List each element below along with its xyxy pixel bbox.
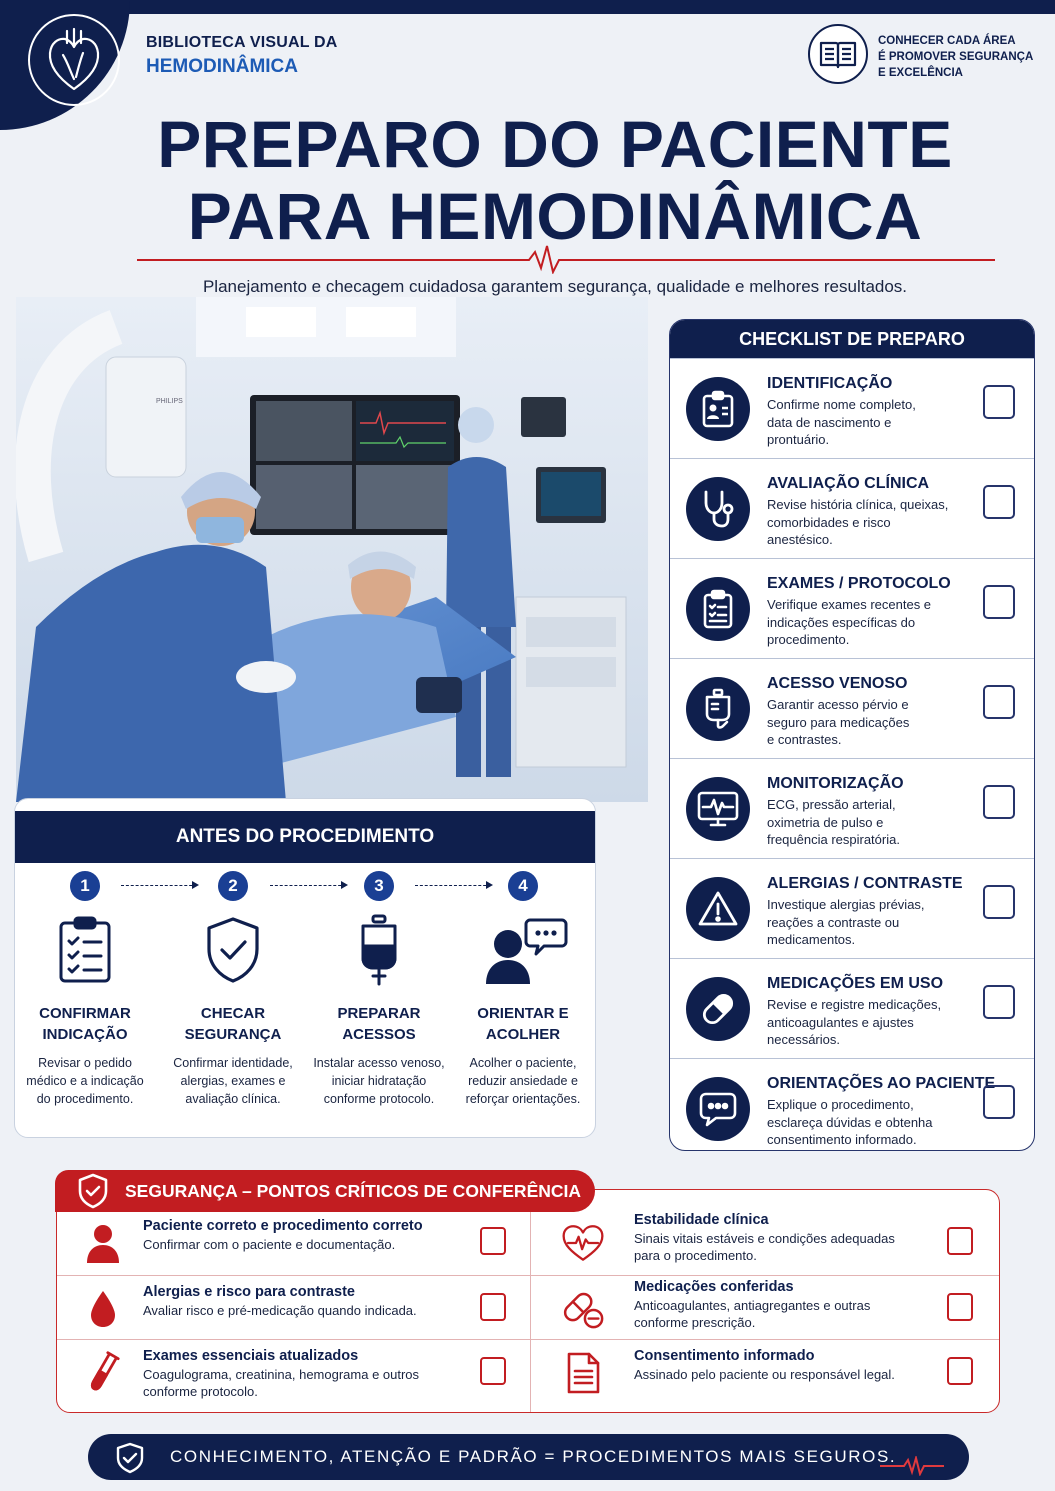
- checklist-checkbox[interactable]: [983, 885, 1015, 919]
- checklist-checkbox[interactable]: [983, 385, 1015, 419]
- checklist-item-title: IDENTIFICAÇÃO: [767, 375, 893, 392]
- safety-item-title: Medicações conferidas: [634, 1279, 794, 1295]
- checklist-item: [670, 658, 1034, 758]
- safety-item-desc: Sinais vitais estáveis e condições adequadas: [634, 1231, 895, 1246]
- document-icon: [561, 1350, 605, 1396]
- step-desc: do procedimento.: [36, 1092, 134, 1106]
- checklist-item-desc: indicações específicas do: [767, 614, 916, 630]
- checklist-item-desc: prontuário.: [767, 432, 830, 447]
- brand-line-2: HEMODINÂMICA: [146, 56, 298, 77]
- step-title: SEGURANÇA: [184, 1026, 282, 1043]
- checklist-item-desc: Revise e registre medicações,: [767, 997, 942, 1012]
- safety-item-desc: para o procedimento.: [634, 1248, 757, 1263]
- iv-bag-icon: [309, 909, 449, 991]
- title-line-2: PARA HEMODINÂMICA: [187, 179, 923, 253]
- tagline-line: É PROMOVER SEGURANÇA: [878, 51, 1034, 63]
- subtitle: Planejamento e checagem cuidadosa garantem segurança, qualidade e melhores resultados.: [202, 277, 908, 296]
- checklist-item-desc: anticoagulantes e ajustes: [767, 1014, 914, 1030]
- checklist-item-title: ORIENTAÇÕES AO PACIENTE: [767, 1075, 996, 1092]
- step-desc: avaliação clínica.: [185, 1092, 281, 1106]
- chat-bubble-icon: [686, 1077, 750, 1141]
- step-desc: Acolher o paciente,: [469, 1056, 577, 1070]
- step-title: ORIENTAR E: [477, 1005, 569, 1022]
- checklist-item-desc: necessários.: [767, 1032, 840, 1047]
- safety-checkbox[interactable]: [947, 1357, 973, 1385]
- checklist-item-desc: Verifique exames recentes e: [767, 597, 932, 612]
- checklist-item-desc: esclareça dúvidas e obtenha: [767, 1114, 933, 1130]
- step-number: 2: [218, 871, 248, 901]
- safety-panel: [56, 1189, 1000, 1413]
- footer-banner: [88, 1434, 969, 1480]
- safety-title-tab: [55, 1170, 595, 1212]
- step-desc: médico e a indicação: [26, 1074, 144, 1088]
- safety-item-title: Exames essenciais atualizados: [143, 1348, 359, 1364]
- checklist-checkbox[interactable]: [983, 785, 1015, 819]
- safety-item-desc: Assinado pelo paciente ou responsável legal.: [634, 1367, 895, 1382]
- step-title: CHECAR: [200, 1005, 266, 1022]
- step-desc: reduzir ansiedade e: [468, 1074, 578, 1088]
- checklist-item: [670, 458, 1034, 558]
- shield-check-icon: [116, 1442, 144, 1491]
- safety-item-title: Estabilidade clínica: [634, 1212, 769, 1228]
- safety-item-desc: Confirmar com o paciente e documentação.: [143, 1237, 396, 1252]
- step-1: [15, 871, 155, 1108]
- clipboard-checklist-icon: [15, 909, 155, 991]
- safety-checkbox[interactable]: [480, 1227, 506, 1255]
- checklist-item-title: AVALIAÇÃO CLÍNICA: [767, 475, 930, 492]
- title-line-1: PREPARO DO PACIENTE: [157, 107, 953, 181]
- checklist-item: [670, 758, 1034, 858]
- heart-monitor-icon: [686, 777, 750, 841]
- checklist-item-desc: data de nascimento e: [767, 414, 892, 430]
- step-desc: Confirmar identidade,: [173, 1056, 293, 1070]
- checklist-item-desc: Confirme nome completo,: [767, 397, 916, 412]
- step-4: [453, 871, 593, 1108]
- pill-capsule-icon: [686, 977, 750, 1041]
- safety-item-title: Consentimento informado: [634, 1348, 815, 1364]
- warning-triangle-icon: [686, 877, 750, 941]
- checklist-item-title: MONITORIZAÇÃO: [767, 775, 904, 792]
- checklist-item-desc: Investique alergias prévias,: [767, 897, 925, 912]
- checklist-item-desc: Explique o procedimento,: [767, 1097, 914, 1112]
- step-title: ACESSOS: [342, 1026, 416, 1043]
- step-number: 4: [508, 871, 538, 901]
- checklist-item: [670, 558, 1034, 658]
- checklist-item-desc: reações a contraste ou: [767, 914, 900, 930]
- checklist-item-desc: seguro para medicações: [767, 714, 910, 730]
- safety-item-title: Alergias e risco para contraste: [143, 1284, 355, 1300]
- checklist-item-desc: oximetria de pulso e: [767, 814, 884, 830]
- shield-check-icon: [163, 909, 303, 991]
- safety-item: [57, 1210, 530, 1276]
- safety-item-desc: conforme prescrição.: [634, 1315, 756, 1330]
- checklist-item-desc: Revise história clínica, queixas,: [767, 497, 949, 512]
- safety-checkbox[interactable]: [947, 1227, 973, 1255]
- safety-item-desc: Coagulograma, creatinina, hemograma e outros: [143, 1367, 420, 1382]
- checklist-item-desc: Garantir acesso pérvio e: [767, 697, 909, 712]
- heart-pulse-icon: [561, 1220, 605, 1266]
- checklist-item-desc: procedimento.: [767, 632, 850, 647]
- checklist-item: [670, 958, 1034, 1058]
- safety-item-title: Paciente correto e procedimento correto: [143, 1218, 423, 1234]
- step-desc: iniciar hidratação: [331, 1074, 427, 1088]
- checklist-panel: [669, 319, 1035, 1151]
- procedure-room-photo: [16, 297, 648, 802]
- clipboard-list-icon: [686, 577, 750, 641]
- id-badge-icon: [686, 377, 750, 441]
- shield-check-icon: [77, 1173, 109, 1224]
- blood-drop-icon: [81, 1286, 125, 1332]
- checklist-item-desc: ECG, pressão arterial,: [767, 797, 896, 812]
- checklist-item: [670, 858, 1034, 958]
- before-procedure-title: ANTES DO PROCEDIMENTO: [15, 811, 595, 863]
- step-desc: Instalar acesso venoso,: [313, 1056, 445, 1070]
- step-3: [309, 871, 449, 1108]
- checklist-item-desc: consentimento informado.: [767, 1132, 917, 1147]
- person-speech-icon: [453, 909, 593, 991]
- top-bar: [0, 0, 1055, 14]
- stethoscope-icon: [686, 477, 750, 541]
- person-icon: [81, 1220, 125, 1266]
- safety-item-desc: Avaliar risco e pré-medicação quando indicada.: [143, 1303, 417, 1318]
- checklist-item-title: ACESSO VENOSO: [767, 675, 908, 692]
- step-number: 1: [70, 871, 100, 901]
- step-title: INDICAÇÃO: [42, 1026, 128, 1043]
- step-desc: reforçar orientações.: [465, 1092, 581, 1106]
- checklist-item-desc: frequência respiratória.: [767, 832, 900, 847]
- safety-title: SEGURANÇA – PONTOS CRÍTICOS DE CONFERÊNCIA: [125, 1181, 582, 1201]
- safety-item: [531, 1276, 999, 1342]
- checklist-checkbox[interactable]: [983, 585, 1015, 619]
- safety-item: [531, 1210, 999, 1276]
- safety-item: [531, 1340, 999, 1406]
- step-desc: alergias, exames e: [180, 1074, 286, 1088]
- step-2: [163, 871, 303, 1108]
- step-desc: Revisar o pedido: [38, 1056, 132, 1070]
- step-title: CONFIRMAR: [39, 1005, 131, 1022]
- iv-bag-icon: [686, 677, 750, 741]
- philips-label: PHILIPS: [156, 398, 183, 405]
- checklist-title: CHECKLIST DE PREPARO: [670, 320, 1034, 358]
- checklist-item: [670, 358, 1034, 458]
- checklist-item: [670, 1058, 1034, 1151]
- step-title: PREPARAR: [337, 1005, 421, 1022]
- tagline-line: E EXCELÊNCIA: [878, 67, 963, 79]
- before-procedure-panel: [14, 798, 596, 1138]
- safety-checkbox[interactable]: [480, 1293, 506, 1321]
- safety-item: [57, 1276, 530, 1342]
- safety-checkbox[interactable]: [480, 1357, 506, 1385]
- tagline-line: CONHECER CADA ÁREA: [878, 35, 1016, 47]
- checklist-checkbox[interactable]: [983, 985, 1015, 1019]
- checklist-checkbox[interactable]: [983, 685, 1015, 719]
- safety-item: [57, 1340, 530, 1406]
- checklist-item-desc: e contrastes.: [767, 732, 842, 747]
- checklist-item-title: MEDICAÇÕES EM USO: [767, 975, 944, 992]
- checklist-item-title: ALERGIAS / CONTRASTE: [767, 875, 963, 892]
- checklist-item-title: EXAMES / PROTOCOLO: [767, 575, 951, 592]
- heartbeat-divider-icon: [137, 244, 995, 274]
- book-icon: [808, 24, 868, 84]
- checklist-item-desc: comorbidades e risco: [767, 514, 891, 530]
- checklist-item-desc: anestésico.: [767, 532, 833, 547]
- safety-item-desc: Anticoagulantes, antiagregantes e outras: [634, 1298, 871, 1313]
- step-title: ACOLHER: [485, 1026, 561, 1043]
- page-title: [0, 108, 1055, 252]
- footer-text: CONHECIMENTO, ATENÇÃO E PADRÃO = PROCEDIMENTOS MAIS SEGUROS.: [170, 1447, 897, 1466]
- tagline: [878, 33, 1048, 81]
- test-tube-icon: [81, 1350, 125, 1396]
- checklist-item-desc: medicamentos.: [767, 932, 856, 947]
- step-desc: conforme protocolo.: [323, 1092, 435, 1106]
- safety-item-desc: conforme protocolo.: [143, 1384, 258, 1399]
- checklist-checkbox[interactable]: [983, 485, 1015, 519]
- pill-medication-icon: [561, 1286, 605, 1332]
- step-number: 3: [364, 871, 394, 901]
- heart-logo-icon: [28, 14, 120, 106]
- heartbeat-icon: [880, 1448, 944, 1491]
- safety-checkbox[interactable]: [947, 1293, 973, 1321]
- brand-line-1: BIBLIOTECA VISUAL DA: [146, 34, 338, 51]
- checklist-checkbox[interactable]: [983, 1085, 1015, 1119]
